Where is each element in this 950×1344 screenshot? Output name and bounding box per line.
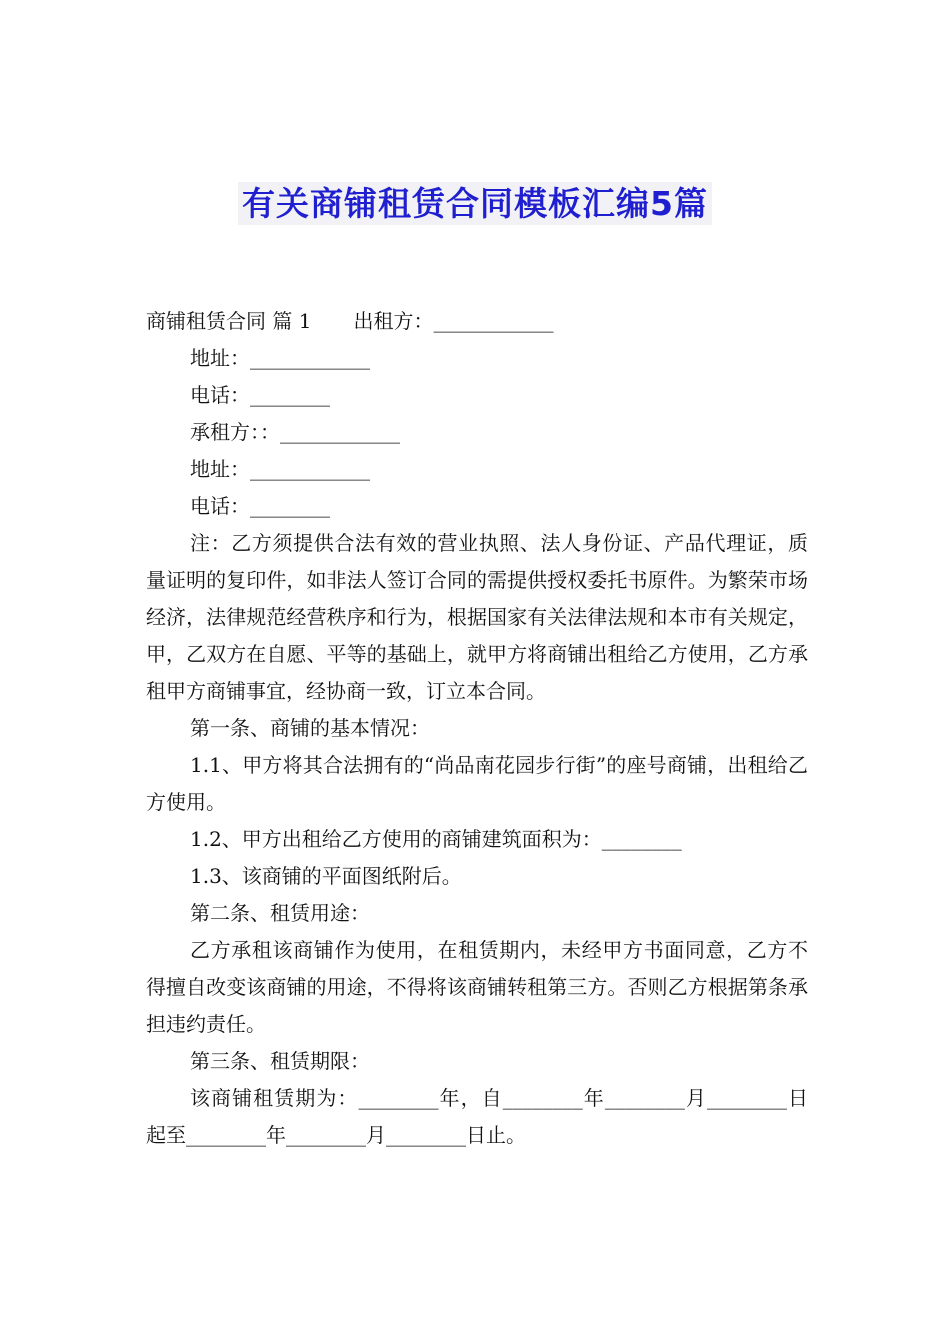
contract-heading-line: [146, 303, 808, 340]
lessor-phone-field: 电话：________: [190, 383, 330, 407]
document-title: [0, 178, 950, 225]
lessor-address-field: 地址：____________: [190, 346, 370, 370]
article-1-2: 1.2、甲方出租给乙方使用的商铺建筑面积为：________: [190, 827, 682, 851]
contract-heading: 商铺租赁合同 篇 1: [146, 309, 312, 333]
article-2-heading: 第二条、租赁用途：: [190, 901, 370, 925]
article-3-heading: 第三条、租赁期限：: [190, 1049, 370, 1073]
note-paragraph: 注：乙方须提供合法有效的营业执照、法人身份证、产品代理证，质量证明的复印件，如非法人签订合同的需提供授权委托书原件。为繁荣市场经济，法律规范经营秩序和行为，根据国家有关法律法规和本市有关规定，甲，乙双方在自愿、平等的基础上，就甲方将商铺出租给乙方使用，乙方承租甲方商铺事宜，经协商一致，订立本合同。: [146, 531, 808, 703]
article-2-text: 乙方承租该商铺作为使用，在租赁期内，未经甲方书面同意，乙方不得擅自改变该商铺的用途，不得将该商铺转租第三方。否则乙方根据第条承担违约责任。: [146, 938, 808, 1036]
lessee-address-field: 地址：____________: [190, 457, 370, 481]
lessor-field: 出租方：____________: [353, 309, 554, 333]
lessee-phone-field: 电话：________: [190, 494, 330, 518]
article-1-heading: 第一条、商铺的基本情况：: [190, 716, 430, 740]
article-1-1: 1.1、甲方将其合法拥有的“尚品南花园步行街”的座号商铺，出租给乙方使用。: [146, 753, 808, 814]
document-body: [146, 303, 808, 1154]
title-text: 有关商铺租赁合同模板汇编5篇: [238, 182, 712, 225]
article-1-3: 1.3、该商铺的平面图纸附后。: [190, 864, 462, 888]
article-3-text: 该商铺租赁期为：________年，自________年________月________日起至________年________月________日止。: [146, 1086, 808, 1147]
lessee-field: 承租方：：____________: [190, 420, 400, 444]
